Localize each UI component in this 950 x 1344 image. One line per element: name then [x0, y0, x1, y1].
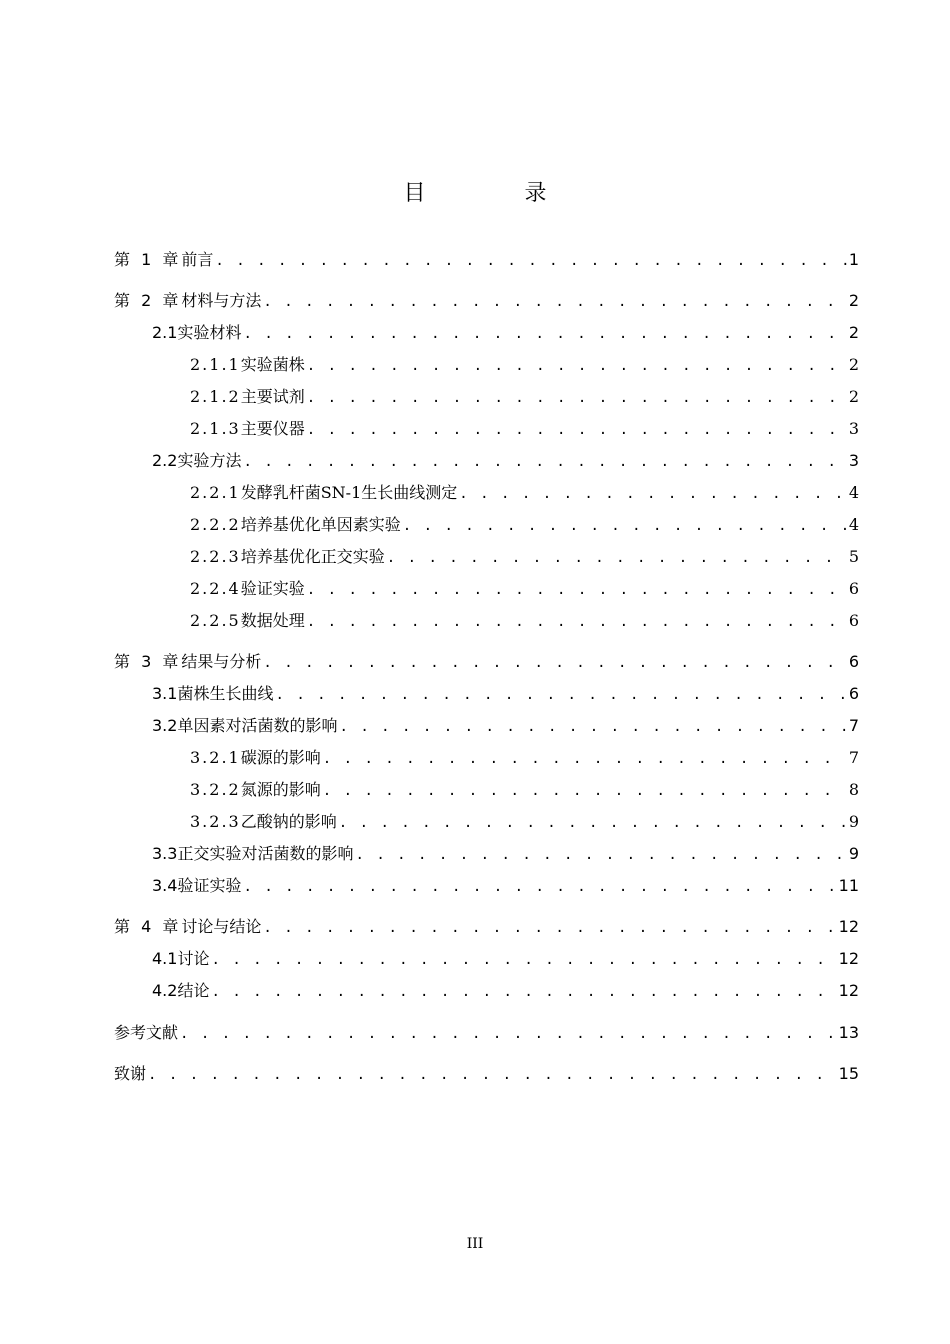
toc-entry-2-1-2[interactable] — [190, 387, 859, 408]
entry-page: 6 — [848, 652, 859, 671]
dot-leader — [243, 324, 846, 344]
entry-page: 9 — [848, 844, 859, 863]
dot-leader — [459, 484, 847, 504]
entry-number: 3.2.3 — [190, 812, 241, 831]
entry-number: 2.1.1 — [190, 355, 241, 374]
dot-leader — [215, 251, 846, 271]
dot-leader — [275, 685, 846, 705]
toc-title: 目 录 — [403, 181, 593, 206]
entry-title: 结论 — [177, 981, 210, 1000]
entry-page: 4 — [848, 515, 859, 534]
toc-entry-3-2-1[interactable] — [190, 748, 859, 769]
toc-entry-3-2-3[interactable] — [190, 812, 859, 833]
dot-leader — [323, 749, 847, 769]
entry-page: 7 — [848, 748, 859, 767]
entry-title: 实验材料 — [177, 323, 242, 342]
dot-leader — [263, 292, 846, 312]
entry-title: 讨论 — [177, 949, 210, 968]
entry-number: 2.2.1 — [190, 483, 241, 502]
entry-page: 7 — [848, 716, 859, 735]
dot-leader — [180, 1024, 837, 1044]
dot-leader — [148, 1065, 837, 1085]
entry-number: 第 3 章 — [114, 652, 182, 671]
entry-page: 5 — [848, 547, 859, 566]
toc-entry-2-2-4[interactable] — [190, 579, 859, 600]
toc-entry-3-1[interactable] — [152, 684, 859, 705]
dot-leader — [307, 356, 847, 376]
toc-entry-chapter-1[interactable] — [114, 250, 859, 271]
entry-page: 4 — [848, 483, 859, 502]
entry-number: 2.1 — [152, 323, 178, 342]
dot-leader — [263, 653, 846, 673]
entry-number: 第 4 章 — [114, 917, 182, 936]
toc-entry-chapter-3[interactable] — [114, 652, 859, 673]
entry-number: 2.2.2 — [190, 515, 241, 534]
dot-leader — [339, 717, 846, 737]
toc-entry-2-2[interactable] — [152, 451, 859, 472]
entry-page: 12 — [838, 917, 859, 936]
entry-page: 6 — [848, 579, 859, 598]
entry-title: 乙酸钠的影响 — [240, 812, 337, 831]
toc-entry-3-2-2[interactable] — [190, 780, 859, 801]
toc-entry-3-4[interactable] — [152, 876, 859, 897]
entry-page: 2 — [848, 387, 859, 406]
entry-title: 实验菌株 — [240, 355, 305, 374]
entry-page: 2 — [848, 323, 859, 342]
entry-page: 3 — [848, 419, 859, 438]
entry-page: 13 — [838, 1023, 859, 1042]
entry-page: 8 — [848, 780, 859, 799]
entry-title: 致谢 — [114, 1064, 147, 1083]
entry-title: 验证实验 — [177, 876, 242, 895]
entry-title: 氮源的影响 — [240, 780, 321, 799]
entry-title: 发酵乳杆菌SN-1生长曲线测定 — [240, 483, 458, 502]
toc-entry-3-2[interactable] — [152, 716, 859, 737]
entry-page: 11 — [838, 876, 859, 895]
dot-leader — [307, 388, 847, 408]
entry-page: 12 — [838, 981, 859, 1000]
entry-title: 主要仪器 — [240, 419, 305, 438]
entry-page: 3 — [848, 451, 859, 470]
entry-title: 材料与方法 — [181, 291, 262, 310]
entry-number: 2.1.3 — [190, 419, 241, 438]
entry-title: 碳源的影响 — [240, 748, 321, 767]
entry-number: 2.2.4 — [190, 579, 241, 598]
entry-number: 3.2.2 — [190, 780, 241, 799]
entry-title: 正交实验对活菌数的影响 — [177, 844, 354, 863]
entry-page: 6 — [848, 611, 859, 630]
toc-entry-2-1-1[interactable] — [190, 355, 859, 376]
entry-number: 2.1.2 — [190, 387, 241, 406]
entry-title: 主要试剂 — [240, 387, 305, 406]
toc-entry-2-2-5[interactable] — [190, 611, 859, 632]
entry-number: 3.4 — [152, 876, 178, 895]
entry-number: 2.2 — [152, 451, 178, 470]
entry-page: 15 — [838, 1064, 859, 1083]
entry-page: 1 — [848, 250, 859, 269]
entry-title: 培养基优化单因素实验 — [240, 515, 401, 534]
toc-entry-2-2-2[interactable] — [190, 515, 859, 536]
dot-leader — [211, 950, 836, 970]
entry-title: 菌株生长曲线 — [177, 684, 274, 703]
toc-entry-chapter-2[interactable] — [114, 291, 859, 312]
dot-leader — [307, 420, 847, 440]
entry-title: 实验方法 — [177, 451, 242, 470]
entry-page: 9 — [848, 812, 859, 831]
entry-title: 验证实验 — [240, 579, 305, 598]
entry-title: 结果与分析 — [181, 652, 262, 671]
dot-leader — [243, 452, 846, 472]
entry-number: 4.2 — [152, 981, 178, 1000]
dot-leader — [307, 580, 847, 600]
dot-leader — [211, 982, 836, 1002]
dot-leader — [355, 845, 846, 865]
entry-page: 2 — [848, 355, 859, 374]
toc-entry-2-1-3[interactable] — [190, 419, 859, 440]
entry-page: 2 — [848, 291, 859, 310]
entry-page: 12 — [838, 949, 859, 968]
entry-number: 3.2 — [152, 716, 178, 735]
dot-leader — [263, 918, 836, 938]
dot-leader — [323, 781, 847, 801]
dot-leader — [387, 548, 847, 568]
toc-entry-2-2-1[interactable] — [190, 483, 859, 504]
entry-title: 讨论与结论 — [181, 917, 262, 936]
entry-number: 2.2.5 — [190, 611, 241, 630]
entry-number: 3.2.1 — [190, 748, 241, 767]
toc-entry-chapter-4[interactable] — [114, 917, 859, 938]
toc-entry-4-1[interactable] — [152, 949, 859, 970]
entry-number: 2.2.3 — [190, 547, 241, 566]
toc-entry-3-3[interactable] — [152, 844, 859, 865]
dot-leader — [403, 516, 847, 536]
entry-title: 前言 — [181, 250, 214, 269]
entry-number: 第 1 章 — [114, 250, 182, 269]
entry-number: 3.1 — [152, 684, 178, 703]
toc-entry-references[interactable] — [114, 1023, 859, 1044]
toc-entry-4-2[interactable] — [152, 981, 859, 1002]
entry-page: 6 — [848, 684, 859, 703]
toc-entry-2-1[interactable] — [152, 323, 859, 344]
entry-title: 培养基优化正交实验 — [240, 547, 385, 566]
entry-title: 单因素对活菌数的影响 — [177, 716, 338, 735]
dot-leader — [243, 877, 836, 897]
entry-title: 参考文献 — [114, 1023, 179, 1042]
page-number: III — [466, 1236, 484, 1252]
toc-entry-acknowledgements[interactable] — [114, 1064, 859, 1085]
entry-title: 数据处理 — [240, 611, 305, 630]
dot-leader — [307, 612, 847, 632]
dot-leader — [339, 813, 847, 833]
entry-number: 3.3 — [152, 844, 178, 863]
entry-number: 4.1 — [152, 949, 178, 968]
entry-number: 第 2 章 — [114, 291, 182, 310]
toc-entry-2-2-3[interactable] — [190, 547, 859, 568]
